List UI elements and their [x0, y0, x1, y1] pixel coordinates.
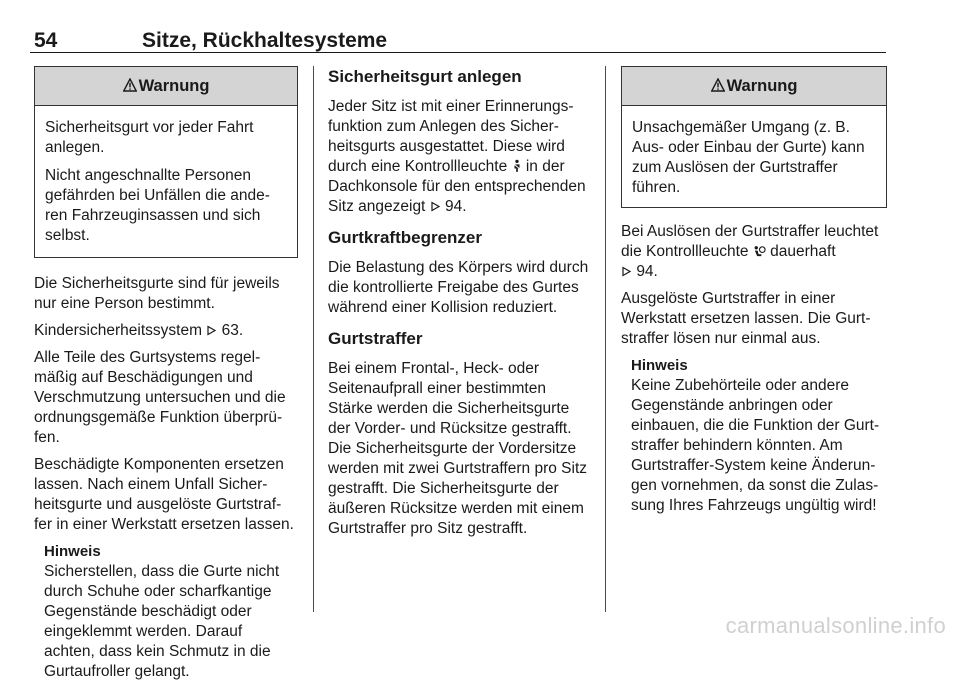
paragraph: Bei einem Frontal-, Heck- oder Seitenaufprall einer bestimmten Stärke werden die Sicherheitsgurte der Vorder- und Rücksitze gestrafft. Die Sicherheitsgurte der Vordersitze werden mit zwei Gurtstraffern pro Sitz gestrafft. Die Sicherheitsgurte der äußeren Rücksitze werden mit einem Gurtstraffer pro Sitz gestrafft.: [328, 360, 587, 537]
paragraph: Die Sicherheitsgurte sind für jeweils nur eine Person bestimmt.: [34, 275, 280, 312]
paragraph: Jeder Sitz ist mit einer Erinnerungs- funktion zum Anlegen des Sicher- heitsgurts ausgestattet. Diese wird durch eine Kontrollleuchte in der Dachkonsole für den entsprechenden Sitz angezeigt 94.: [328, 98, 586, 215]
hint-box: [34, 542, 298, 682]
paragraph: Ausgelöste Gurtstraffer in einer Werkstatt ersetzen lassen. Die Gurt- straffer lösen nur einmal aus.: [621, 290, 871, 347]
warning-box: [621, 66, 887, 208]
warning-text: Nicht angeschnallte Personen gefährden bei Unfällen die ande- ren Fahrzeuginsassen und sich selbst.: [45, 167, 270, 244]
paragraph: Bei Auslösen der Gurtstraffer leuchtet die Kontrollleuchte dauerhaft 94.: [621, 223, 879, 280]
paragraph: Kindersicherheitssystem 63.: [34, 322, 244, 339]
paragraph: Beschädigte Komponenten ersetzen lassen. Nach einem Unfall Sicher- heitsgurte und ausgelöste Gurtstraf- fer in einer Werkstatt ersetzen lassen.: [34, 456, 294, 533]
column-right: [621, 66, 887, 516]
hint-text: Keine Zubehörteile oder andere Gegenstände anbringen oder einbauen, die die Funktion der Gurt- straffer behindern könnten. Am Gurtstraffer-System keine Änderun- gen vornehmen, da sonst die Zulas- sung Ihres Fahrzeugs ungültig wird!: [631, 377, 880, 514]
warning-text: Sicherheitsgurt vor jeder Fahrt anlegen.: [45, 119, 254, 156]
warning-triangle-icon: [123, 78, 137, 92]
hint-title: Hinweis: [44, 543, 101, 560]
heading-seatbelt-fastening: Sicherheitsgurt anlegen: [328, 67, 522, 86]
page-reference-arrow-icon: [621, 266, 632, 277]
warning-text: Unsachgemäßer Umgang (z. B. Aus- oder Einbau der Gurte) kann zum Auslösen der Gurtstraffer führen.: [632, 119, 865, 196]
column-middle: [328, 66, 590, 546]
hint-title: Hinweis: [631, 357, 688, 374]
airbag-warning-icon: [753, 245, 766, 258]
watermark: carmanualsonline.info: [725, 613, 946, 638]
page-reference[interactable]: 94.: [445, 198, 467, 215]
column-divider: [605, 66, 606, 612]
column-left: [34, 66, 298, 682]
page-header: [30, 26, 886, 53]
heading-force-limiter: Gurtkraftbegrenzer: [328, 228, 482, 247]
warning-box: [34, 66, 298, 258]
warning-body: [35, 106, 297, 257]
page-reference[interactable]: 63.: [221, 322, 244, 339]
warning-body: [622, 106, 886, 207]
paragraph: Die Belastung des Körpers wird durch die kontrollierte Freigabe des Gurtes während einer Kollision reduziert.: [328, 259, 589, 316]
warning-header: [35, 67, 297, 106]
warning-header: [622, 67, 886, 106]
hint-box: [621, 356, 887, 516]
hint-text: Sicherstellen, dass die Gurte nicht durch Schuhe oder scharfkantige Gegenstände beschädigt oder eingeklemmt werden. Darauf achten, dass kein Schmutz in die Gurtaufroller gelangt.: [44, 563, 280, 680]
warning-title: Warnung: [726, 77, 798, 95]
page-reference[interactable]: 94.: [636, 263, 658, 280]
paragraph: Alle Teile des Gurtsystems regel- mäßig auf Beschädigungen und Verschmutzung untersuchen und die ordnungsgemäße Funktion überprü- fen.: [34, 349, 286, 446]
heading-pretensioner: Gurtstraffer: [328, 329, 423, 348]
warning-triangle-icon: [711, 78, 725, 92]
column-divider: [313, 66, 314, 612]
page-reference-arrow-icon: [430, 201, 441, 212]
page-reference-arrow-icon: [206, 325, 217, 336]
warning-title: Warnung: [138, 77, 210, 95]
page-number: 54: [34, 29, 58, 52]
seatbelt-reminder-icon: [512, 159, 522, 173]
section-title: Sitze, Rückhaltesysteme: [142, 29, 388, 52]
